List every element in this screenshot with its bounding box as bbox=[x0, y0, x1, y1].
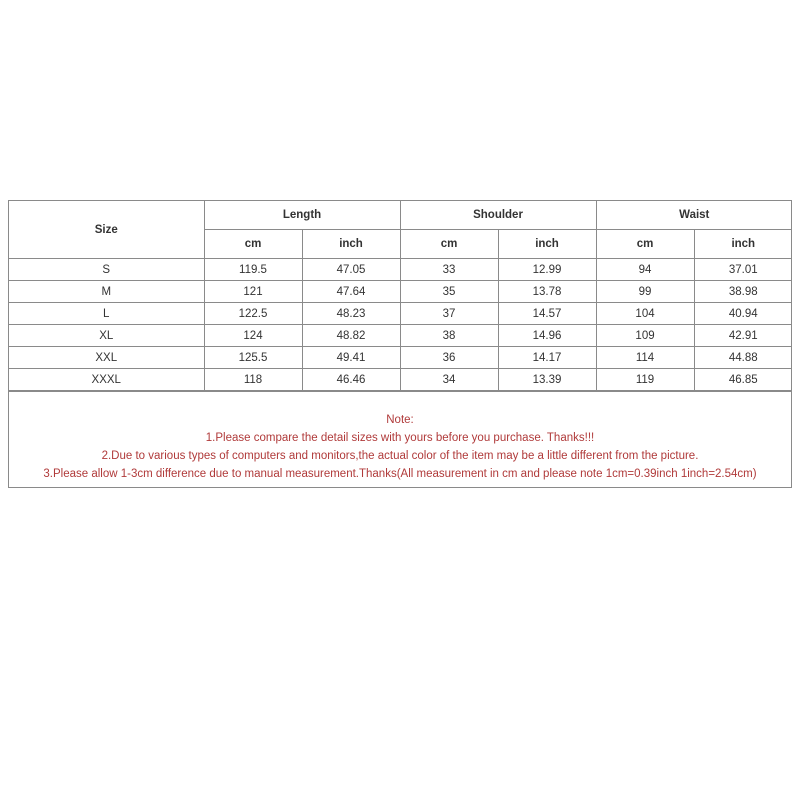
table-row bbox=[9, 281, 792, 303]
value-cell: 118 bbox=[204, 369, 302, 391]
value-cell: 33 bbox=[400, 259, 498, 281]
table-row bbox=[9, 303, 792, 325]
unit-header: inch bbox=[694, 230, 792, 259]
value-cell: 46.46 bbox=[302, 369, 400, 391]
value-cell: 38.98 bbox=[694, 281, 792, 303]
value-cell: 94 bbox=[596, 259, 694, 281]
value-cell: 37 bbox=[400, 303, 498, 325]
note-line-1: 1.Please compare the detail sizes with yours before you purchase. Thanks!!! bbox=[205, 432, 595, 444]
value-cell: 119.5 bbox=[204, 259, 302, 281]
value-cell: 48.82 bbox=[302, 325, 400, 347]
unit-header: cm bbox=[596, 230, 694, 259]
value-cell: 35 bbox=[400, 281, 498, 303]
value-cell: 12.99 bbox=[498, 259, 596, 281]
unit-header: inch bbox=[302, 230, 400, 259]
value-cell: 44.88 bbox=[694, 347, 792, 369]
value-cell: 109 bbox=[596, 325, 694, 347]
value-cell: 48.23 bbox=[302, 303, 400, 325]
size-cell: S bbox=[9, 259, 204, 281]
size-cell: XXXL bbox=[9, 369, 204, 391]
size-cell: L bbox=[9, 303, 204, 325]
unit-header: inch bbox=[498, 230, 596, 259]
value-cell: 99 bbox=[596, 281, 694, 303]
note-title: Note: bbox=[386, 414, 414, 426]
value-cell: 14.96 bbox=[498, 325, 596, 347]
value-cell: 13.39 bbox=[498, 369, 596, 391]
value-cell: 121 bbox=[204, 281, 302, 303]
value-cell: 104 bbox=[596, 303, 694, 325]
size-cell: M bbox=[9, 281, 204, 303]
value-cell: 42.91 bbox=[694, 325, 792, 347]
value-cell: 47.64 bbox=[302, 281, 400, 303]
value-cell: 40.94 bbox=[694, 303, 792, 325]
size-cell: XL bbox=[9, 325, 204, 347]
size-cell: XXL bbox=[9, 347, 204, 369]
unit-header: cm bbox=[400, 230, 498, 259]
value-cell: 125.5 bbox=[204, 347, 302, 369]
table-row bbox=[9, 259, 792, 281]
group-header-shoulder: Shoulder bbox=[400, 201, 596, 230]
note-line-2: 2.Due to various types of computers and monitors,the actual color of the item may be a little different from the picture. bbox=[101, 450, 699, 462]
value-cell: 37.01 bbox=[694, 259, 792, 281]
table-row bbox=[9, 325, 792, 347]
value-cell: 119 bbox=[596, 369, 694, 391]
table-row bbox=[9, 347, 792, 369]
value-cell: 14.17 bbox=[498, 347, 596, 369]
value-cell: 124 bbox=[204, 325, 302, 347]
unit-header: cm bbox=[204, 230, 302, 259]
value-cell: 14.57 bbox=[498, 303, 596, 325]
size-header: Size bbox=[9, 201, 204, 259]
value-cell: 122.5 bbox=[204, 303, 302, 325]
value-cell: 47.05 bbox=[302, 259, 400, 281]
note-line-3: 3.Please allow 1-3cm difference due to manual measurement.Thanks(All measurement in cm and please note 1cm=0.39inch 1inch=2.54cm) bbox=[43, 468, 757, 480]
value-cell: 36 bbox=[400, 347, 498, 369]
value-cell: 46.85 bbox=[694, 369, 792, 391]
header-row-groups bbox=[9, 201, 792, 230]
group-header-length: Length bbox=[204, 201, 400, 230]
notes-section bbox=[9, 391, 791, 487]
value-cell: 38 bbox=[400, 325, 498, 347]
value-cell: 34 bbox=[400, 369, 498, 391]
value-cell: 49.41 bbox=[302, 347, 400, 369]
table-row bbox=[9, 369, 792, 391]
value-cell: 114 bbox=[596, 347, 694, 369]
group-header-waist: Waist bbox=[596, 201, 792, 230]
size-chart bbox=[8, 200, 792, 488]
size-table bbox=[9, 201, 792, 391]
value-cell: 13.78 bbox=[498, 281, 596, 303]
